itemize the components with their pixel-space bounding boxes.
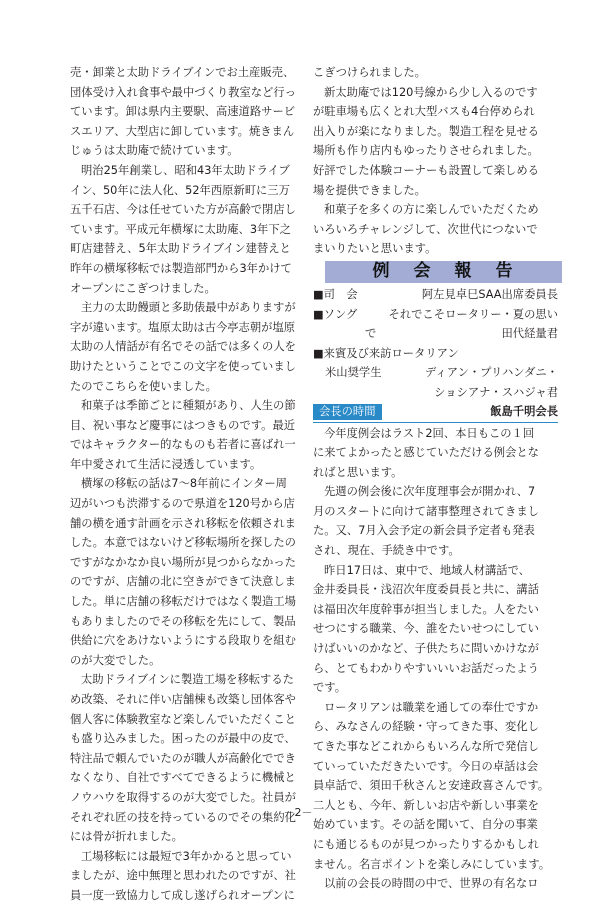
text-line: てきた事などこれからもいろんな所で発信し [313, 740, 539, 753]
report-value: で [365, 327, 377, 341]
song-leader: 田代経量君 [501, 327, 558, 341]
text-line: 特注品で頼んでいたのが職人が高齢化ででき [70, 751, 296, 765]
paragraph-closing [313, 200, 558, 259]
paragraph-previous-time [313, 874, 558, 894]
text-line: ら、とてもわかりやすいいいお話だったよう [313, 661, 539, 675]
meeting-report-list [313, 285, 558, 403]
paragraph-factory [70, 670, 315, 846]
page-number: －2－ [283, 806, 313, 819]
text-line: こぎつけられました。 [313, 66, 426, 79]
text-line: スエリア、大型店に卸しています。焼きまん [70, 124, 295, 138]
text-line: のですが、店舗の北に空きができて決意しま [70, 575, 296, 589]
text-line: せつにする職業、今、誰をたいせつにしてい [313, 622, 539, 636]
text-line: ません。名言ポイントを楽しみにしています。 [313, 857, 551, 871]
report-label: ■来賓及び来訪ロータリアン [313, 346, 459, 360]
paragraph-wagashi [70, 396, 315, 474]
text-line: 辺がいつも渋滞するので県道を120号から店 [70, 497, 295, 511]
paragraph-factory-move [70, 847, 315, 906]
text-line: ていっていただきたいです。今日の卓話は会 [313, 759, 539, 773]
president-time-header [313, 403, 558, 423]
heading-char: 報 [454, 261, 474, 282]
report-item-guest-cont [313, 383, 558, 403]
text-line: じゅうは太助庵で続けています。 [70, 144, 239, 158]
text-line: 太助ドライブインに製造工場を移転するた [81, 673, 294, 687]
text-line: 出入りが楽になりました。製造工程を見せる [313, 124, 539, 138]
text-line: です。 [313, 681, 346, 695]
text-line: は福田次年度幹事が担当しました。人をたい [313, 602, 539, 616]
text-line: 月のスタートに向けて諸事整理されてきまし [313, 504, 539, 518]
text-line: 目、祝い事など慶事にはつきものです。最近 [70, 418, 296, 432]
paragraph-continuation [313, 63, 558, 83]
speaker-name: 飯島千明会長 [490, 405, 558, 419]
report-label: ■司 会 [313, 287, 358, 301]
paragraph-new-store [313, 83, 558, 201]
text-line: ています。平成元年横塚に太助庵、3年下之 [70, 222, 291, 236]
text-line: 員卓話で、須田千秋さんと安達政喜さんです。 [313, 779, 550, 793]
text-line: 助けたということでこの文字を使っていまし [70, 359, 296, 373]
text-line: 昨年の横塚移転では製造部門から3年かけて [70, 261, 292, 275]
paragraph-business-overview [70, 63, 315, 161]
text-line: なくなり、自社ですべてできるように機械と [70, 771, 296, 785]
text-line: 始めています。その話を聞いて、自分の事業 [313, 818, 538, 832]
text-line: 今年度例会はラスト2回、本日もこの１回 [324, 426, 535, 440]
text-line: 明治25年創業し、昭和43年太助ドライブ [81, 163, 290, 177]
text-line: 年中愛されて生活に浸透しています。 [70, 457, 262, 471]
paragraph-remaining-meetings [313, 424, 558, 483]
president-time-label: 会長の時間 [313, 404, 382, 420]
text-line: 員一度一致協力して成し遂げられオープンに [70, 888, 295, 902]
heading-char: 会 [413, 261, 433, 282]
text-line: ですがなかなか良い場所が見つからなかった [70, 555, 296, 569]
text-line: した。単に店舗の移転だけではなく製造工場 [70, 595, 296, 609]
heading-char: 告 [495, 261, 515, 282]
text-line: もありましたのでその移転を先にして、製品 [70, 614, 296, 628]
paragraph-rotarian-service [313, 698, 558, 874]
text-line: たのでこちらを使いました。 [70, 379, 217, 393]
text-line: 町店建替え、5年太助ドライブイン建替えと [70, 242, 291, 256]
text-line: ではキャラクター的なものも若者に喜ばれ一 [70, 438, 296, 452]
paragraph-school-talk [313, 561, 558, 698]
report-item-chair [313, 285, 558, 305]
text-line: ています。卸は県内主要駅、高速道路サービ [70, 105, 296, 119]
guest-role: 米山奨学生 [325, 366, 382, 380]
paragraph-products [70, 298, 315, 396]
text-line: 場を提供できました。 [313, 183, 426, 197]
heading-char: 例 [372, 261, 392, 282]
text-line: それぞれ匠の技を持っているのでその集約化 [70, 810, 296, 824]
text-line: 供給に穴をあけないようにする段取りを組む [70, 634, 296, 648]
text-line: 主力の太助饅頭と多助俵最中がありますが [81, 301, 296, 315]
text-line: が駐車場も広くとれ大型バスも4台停められ [313, 105, 535, 119]
guest-name: ショシアナ・スハジャ君 [434, 385, 558, 399]
text-line: ロータリアンは職業を通しての奉仕ですか [324, 700, 539, 714]
text-line: 新太助庵では120号線から少し入るのです [324, 85, 538, 99]
text-line: した。本意ではないけど移転場所を探したの [70, 536, 296, 550]
text-line: 場所も作り店内もゆったりさせられました。 [313, 144, 539, 158]
text-line: 金井委員長・浅沼次年度委員長と共に、講話 [313, 583, 539, 597]
text-line: には骨が折れました。 [70, 830, 183, 844]
text-line: にも通じるものが見つかったりするかもしれ [313, 837, 539, 851]
text-line: まいりたいと思います。 [313, 242, 437, 256]
paragraph-board-meeting [313, 482, 558, 560]
text-line: 横塚の移転の話は7～8年前にインター周 [81, 477, 287, 491]
report-value: 阿左見卓巳SAA出席委員長 [421, 287, 558, 301]
text-line: も盛り込みました。困ったのが最中の皮で、 [70, 732, 296, 746]
text-line: けばいいのかなど、子供たちに問いかけなが [313, 642, 539, 656]
text-line: ノウハウを取得するのが大変でした。社員が [70, 790, 296, 804]
text-line: ら、みなさんの経験・守ってきた事、変化し [313, 720, 539, 734]
report-item-guest [313, 363, 558, 383]
text-line: ればと思います。 [313, 465, 403, 479]
text-line: 売・卸業と太助ドライブインでお土産販売、 [70, 66, 295, 79]
right-column [313, 63, 558, 894]
text-line: のが大変でした。 [70, 653, 161, 667]
text-line: オープンにこぎつけました。 [70, 281, 216, 295]
paragraph-history [70, 161, 315, 298]
text-line: 和菓子を多くの方に楽しんでいただくため [324, 203, 539, 217]
left-column [70, 63, 315, 906]
guest-name: ディアン・プリハンダニ・ [425, 366, 558, 380]
text-line: め改築、それに伴い店舗棟も改築し団体客や [70, 693, 296, 706]
text-line: 以前の会長の時間の中で、世界の有名なロ [324, 877, 539, 891]
text-line: 字が違います。塩原太助は古今亭志朝が塩原 [70, 320, 296, 334]
text-line: 工場移転には最短で3年かかると思ってい [81, 849, 292, 863]
text-line: 昨日17日は、東中で、地域人材講話で、 [324, 563, 530, 577]
text-line: 団体受け入れ食事や最中づくり教室など行っ [70, 85, 296, 99]
text-line: され、現在、手続き中です。 [313, 544, 460, 558]
text-line: 先週の例会後に次年度理事会が開かれ、7 [324, 485, 536, 499]
text-line: 舗の横を通す計画を示され移転を依頼されま [70, 516, 296, 530]
report-item-song [313, 305, 558, 325]
report-label: ■ソング [313, 307, 358, 321]
report-value: それでこそロータリー・夏の思い [388, 307, 558, 321]
text-line: 好評でした体験コーナーも設置して楽しめる [313, 163, 539, 177]
text-line: 太助の人情話が有名でその話では多くの人を [70, 340, 296, 354]
text-line: 和菓子は季節ごとに種類があり、人生の節 [81, 399, 296, 413]
text-line: に来てよかったと感じていただける例会とな [313, 446, 539, 460]
text-line: ましたが、途中無理と思われたのですが、社 [70, 869, 296, 883]
text-line: イン、50年に法人化、52年西原新町に三万 [70, 183, 290, 197]
meeting-report-heading [325, 261, 562, 283]
text-line: 二人とも、今年、新しいお店や新しい事業を [313, 798, 539, 812]
paragraph-relocation [70, 474, 315, 670]
text-line: た。又、7月入会予定の新会員予定者も発表 [313, 524, 535, 538]
text-line: 個人客に体験教室など楽しんでいただくこと [70, 712, 296, 726]
text-line: 五千石店、今は任せていた方が高齢で閉店し [70, 203, 296, 217]
text-line: いろいろチャレンジして、次世代につないで [313, 222, 538, 236]
report-item-song-cont [313, 324, 558, 344]
